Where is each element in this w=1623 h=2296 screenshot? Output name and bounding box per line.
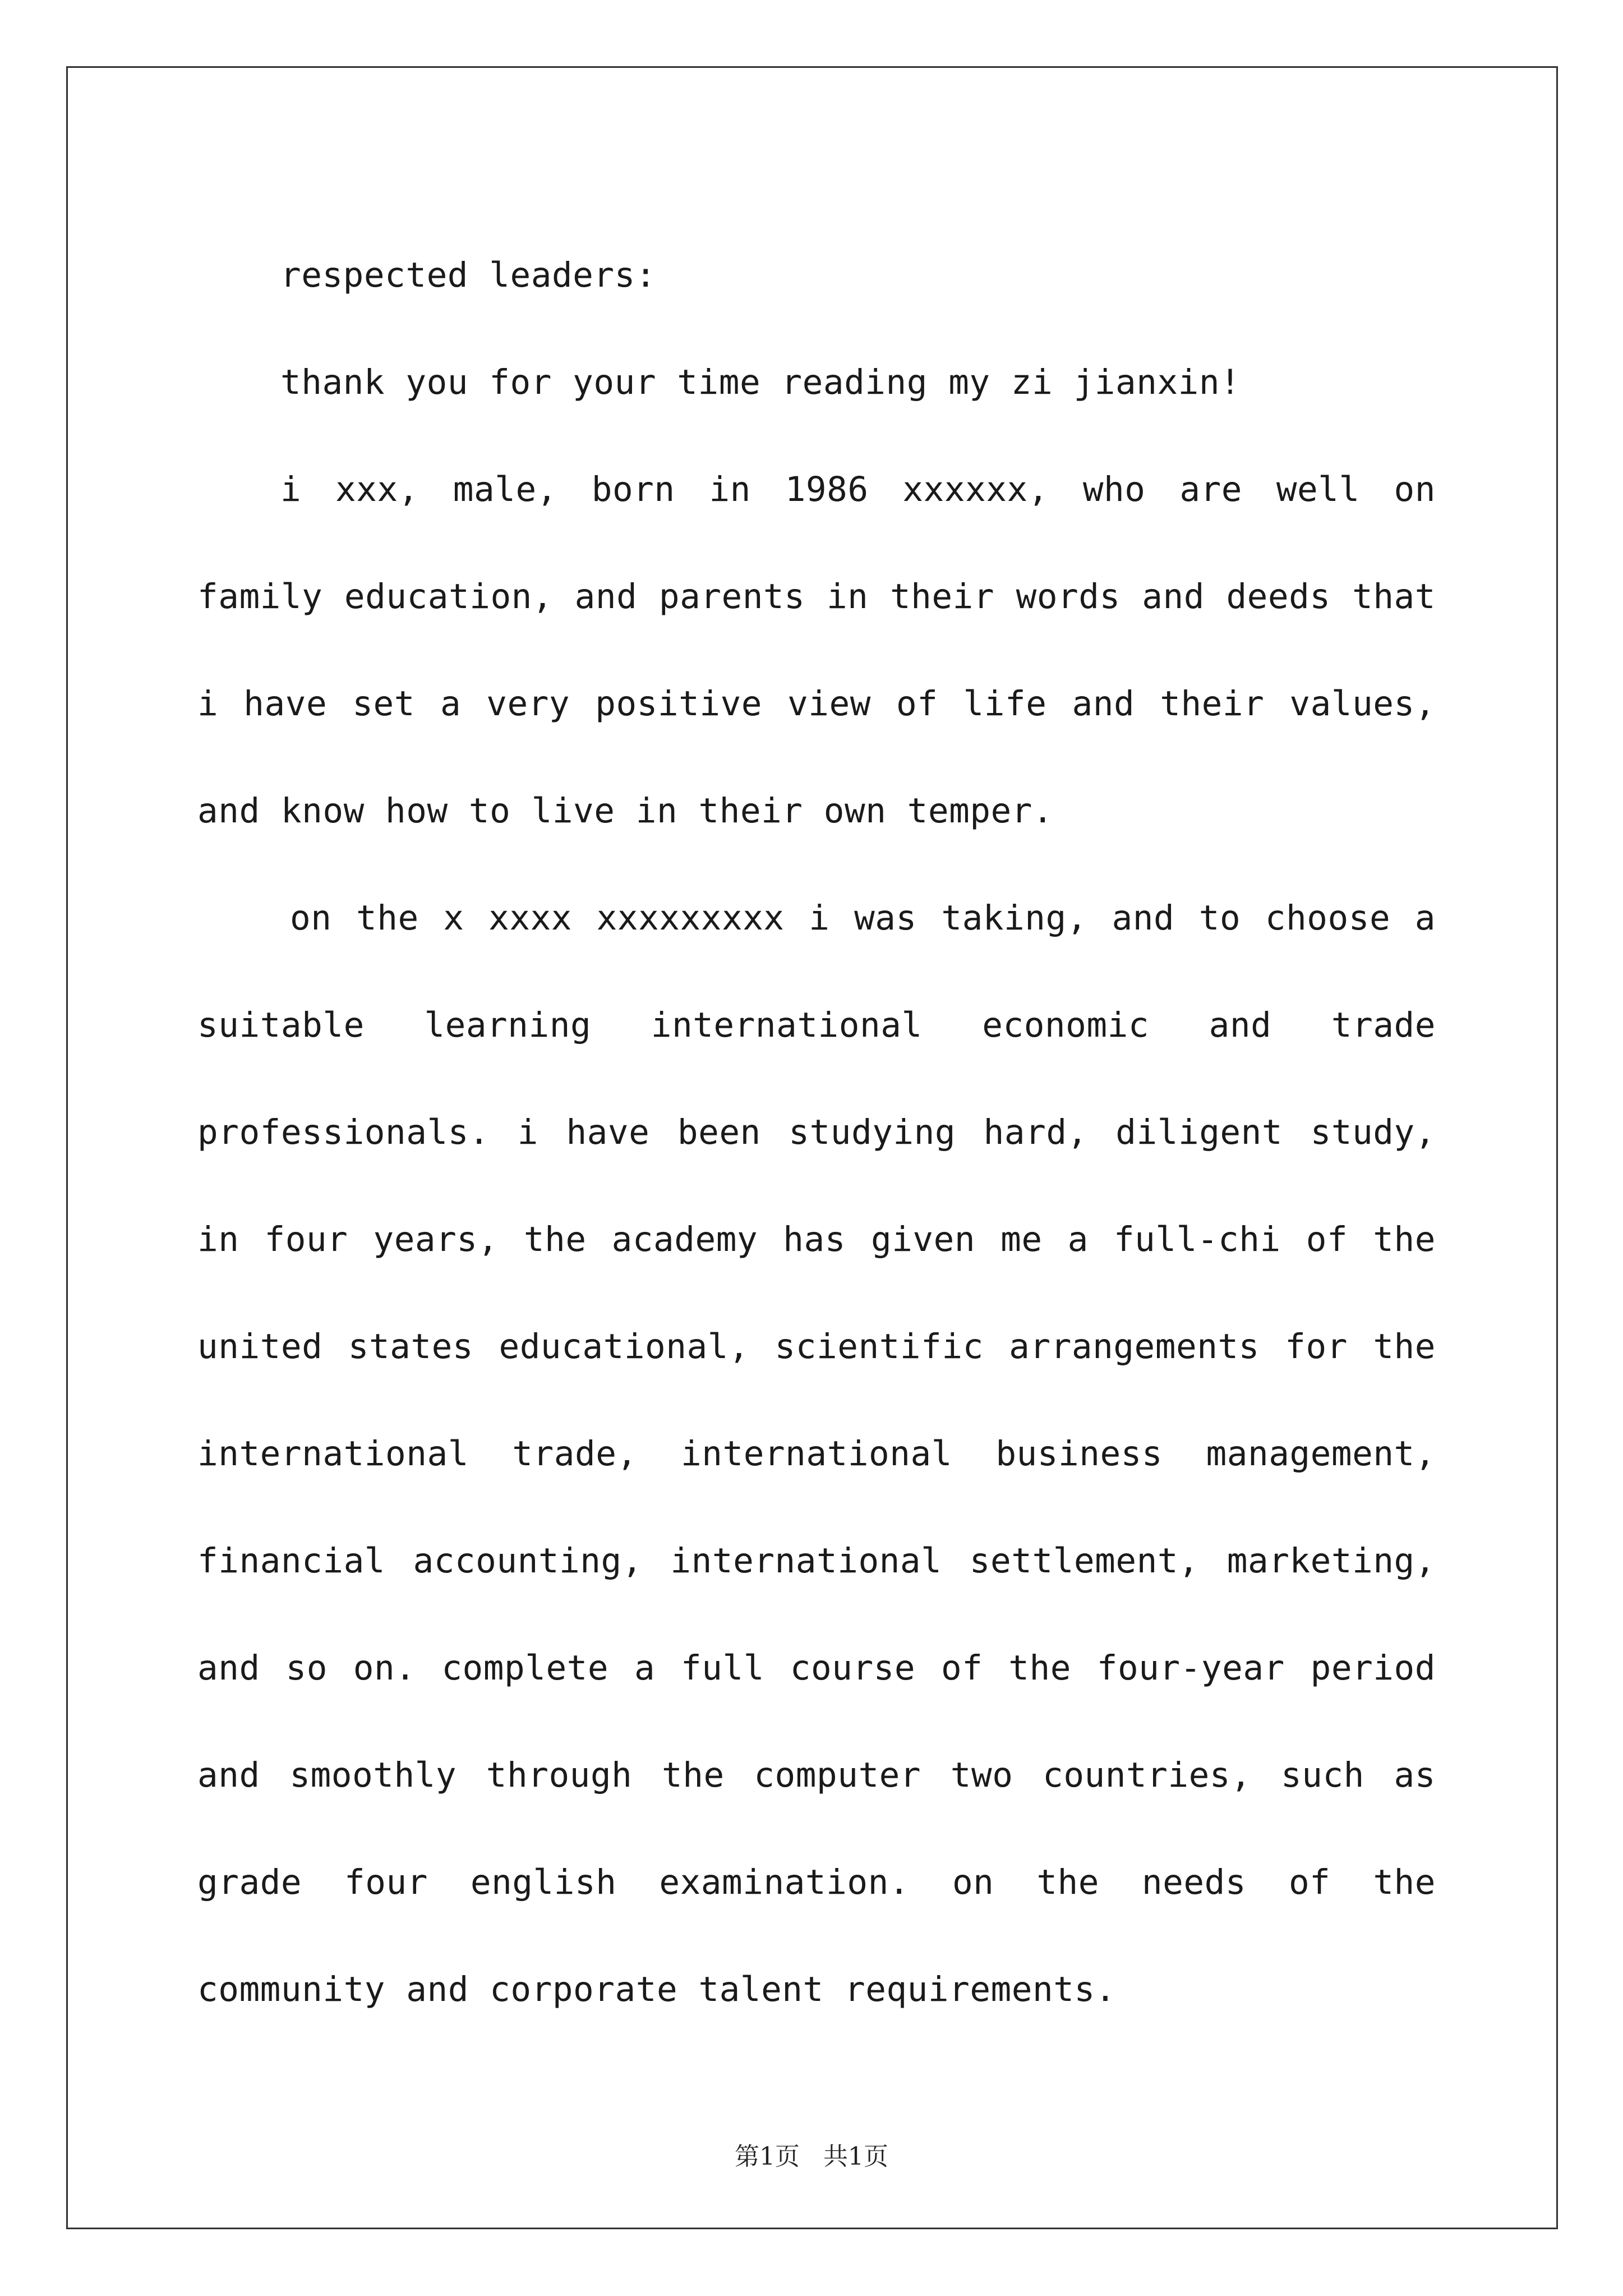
page-number-footer: 第1页 共1页 bbox=[735, 2142, 888, 2171]
salutation: respected leaders: bbox=[280, 255, 657, 295]
opening-line: thank you for your time reading my zi jianxin! bbox=[280, 362, 1241, 402]
paragraph-education: on the x xxxx xxxxxxxxx i was taking, and to choose a suitable learning international economic and trade professionals. i have been studying hard, diligent study, in four years, the academy has given me a full-chi of the united states educational, scientific arrangements for the international trade, international business management, financial accounting, international settlement, marketing, and so on. complete a full course of the four-year period and smoothly through the computer two countries, such as grade four english examination. on the needs of the community and corporate talent requirements. bbox=[197, 898, 1436, 2009]
paragraph-background: i xxx, male, born in 1986 xxxxxx, who are well on family education, and parents in their words and deeds that i have set a very positive view of life and their values, and know how to live in their own temper. bbox=[197, 470, 1436, 831]
letter-body bbox=[197, 222, 1436, 2043]
